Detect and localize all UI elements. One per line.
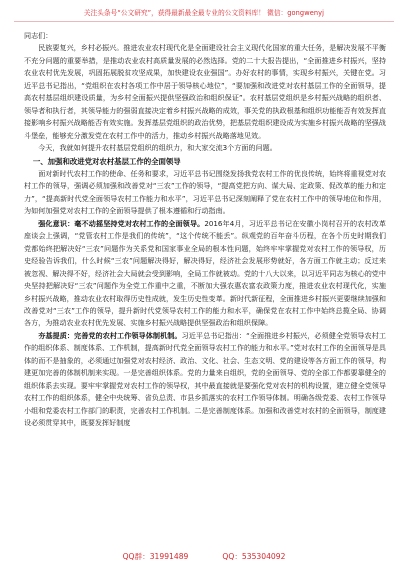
section-1-paragraph: 面对新时代农村工作的使命、任务和要求，习近平总书记围绕发扬我党农村工作的优良传统，始终将重视党对农村工作的领导，强调必须加强和改善党对“三农”工作的领导，“提高党把方向、谋大局、定政策、促改革的能力和定力”，“提高新时代党全面领导农村工作能力和水平”，习近平总书记深刻阐释了党在农村工作中的领导地位和作用，为如何加强党对农村工作的全面领导提供了根本遵循和行动指南。 xyxy=(24,169,386,216)
point-1-text: 2016年4月，习近平总书记在安徽小岗村召开的农村改革座谈会上强调，“党管农村工作是我们的传统”，“这个传统不能丢”。纵观党的百年奋斗历程，在各个历史时期我们党都始终把解决好“三农”问题作为关系党和国家事业全局的根本性问题，始终牢牢掌握党对农村工作的领导权，历史经验告诉我们，什么时候“三农”问题解决得好，解决得好，经济社会发展形势就好，各方面工作就主动；反过来被忽视、解决得不好，经济社会大局就会受到影响，全局工作就被动。党的十八大以来，以习近平同志为核心的党中央坚持把解决好“三农”问题作为全党工作重中之重，不断加大强农惠农富农政策力度，推进农业农村现代化，实施乡村振兴战略，推动农业农村取得历史性成就，发生历史性变革。新时代新征程，全面推进乡村振兴更要继续加强和改善党对“三农”工作的领导，提升新时代党领导农村工作的能力和水平，确保党在农村工作中始终总揽全局、协调各方，为推动农业农村优先发展、实施乡村振兴战略提供坚强政治和组织保障。 xyxy=(24,218,386,328)
footer xyxy=(0,548,408,564)
intro-paragraph-1: 民族要复兴，乡村必振兴。推进农业农村现代化是全面建设社会主义现代化国家的重大任务，是解决发展不平衡不充分问题的重要举措，是推动农业农村高质量发展的必然选择。党的二十大报告提出，“全面推进乡村振兴，坚持农业农村优先发展，巩固拓展脱贫攻坚成果，加快建设农业强国”。办好农村的事情，实现乡村振兴，关键在党。习近平总书记指出，“党组织在农村各项工作中居于领导核心地位”，“要加强和改进党对农村基层工作的全面领导，提高农村基层组织建设质量，为乡村全面振兴提供坚强政治和组织保证”。农村基层党组织是乡村振兴战略的组织者、领导者和执行者，其领导能力的强弱直接决定着乡村振兴战略的成效，事关党的执政根基和组织功能能否有效发挥直接影响乡村振兴战略能否有效实施。发挥基层党组织的政治优势，把基层党组织建设成为实施乡村振兴战略的坚强战斗堡垒，能够充分激发党在农村工作中的活力，推动乡村振兴战略落地见效。 xyxy=(24,43,386,140)
point-2-text: 习近平总书记指出：“全面推进乡村振兴，必须健全党领导农村工作的组织体系、制度体系、工作机制，提高新时代党全面领导农村工作的能力和水平。”党对农村工作的全面领导是具体的而不是抽象的，必须通过加强党对农村经济、政治、文化、社会、生态文明、党的建设等各方面工作的领导，构建更加完善的体制机制来实现。一是完善组织体系。党的力量来自组织，党的全面领导、党的全部工作都要靠健全的组织体系去实现。要牢牢掌握党对农村工作的领导权，其中最直接就是要强化党对农村的机构设置，建立健全党领导农村工作的组织体系，健全中央统筹、省负总责、市县乡抓落实的农村工作领导体制。明确各级党委、农村工作领导小组和党委农村工作部门的职责，完善农村工作机制。二是完善制度体系。加强和改善党对农村的全面领导，制度建设必须贯穿其中，既要发挥好制度 xyxy=(24,330,386,428)
banner-text: 关注头条号“公文研究”，获得最新最全最专业的公文资料库！ 微信：gongwenyj xyxy=(83,9,325,17)
footer-qq: QQ：535304092 xyxy=(222,551,286,561)
footer-qq-group: QQ群：31991489 xyxy=(122,551,189,561)
top-banner xyxy=(0,4,408,20)
point-1-lead: 强化意识：毫不动摇坚持党对农村工作的全面领导。 xyxy=(38,218,205,228)
point-2-lead: 夯基提质：完善党的农村工作领导体制机制。 xyxy=(38,330,182,340)
salutation: 同志们： xyxy=(24,31,53,40)
intro-paragraph-2: 今天，我就如何提升农村基层党组织的组织力，和大家交流3个方面的问题。 xyxy=(38,143,277,153)
section-1-title: 一、加强和改进党对农村基层工作的全面领导 xyxy=(32,156,181,166)
point-1-paragraph xyxy=(24,218,386,330)
document-body xyxy=(24,30,386,545)
banner-divider xyxy=(14,21,394,22)
point-2-paragraph xyxy=(24,330,386,430)
